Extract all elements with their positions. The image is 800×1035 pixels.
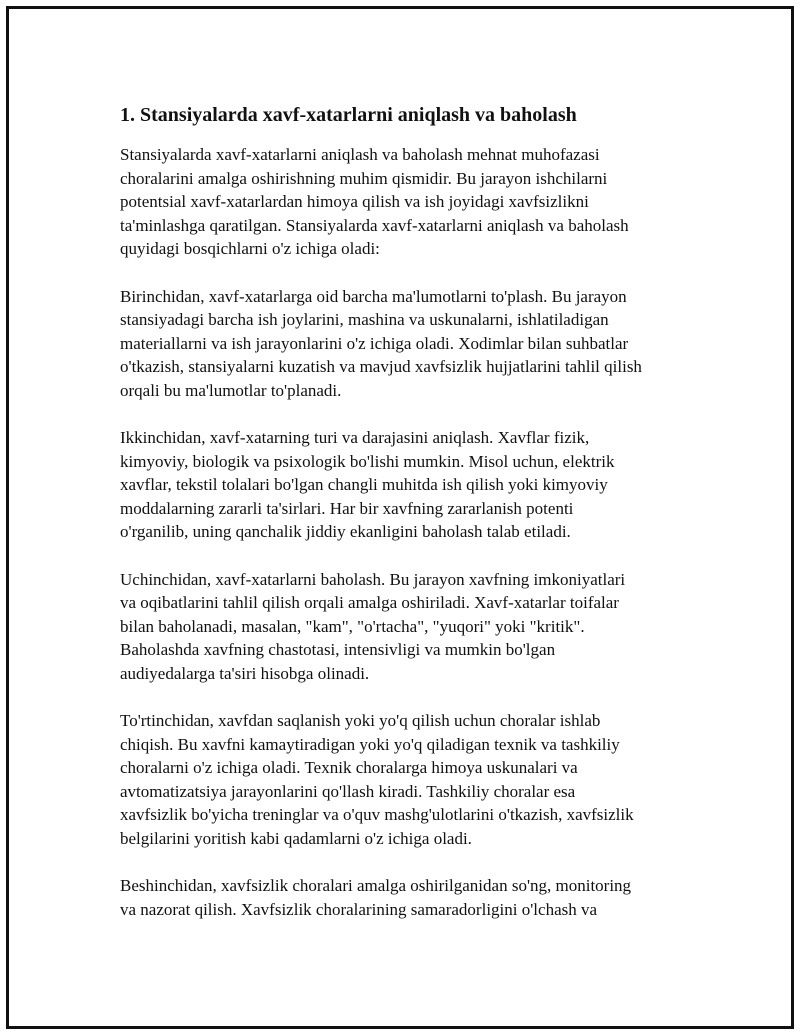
text-line: o'rganilib, uning qanchalik jiddiy ekanligini baholash talab etiladi. (120, 522, 571, 541)
text-line: Ikkinchidan, xavf-xatarning turi va darajasini aniqlash. Xavflar fizik, (120, 428, 590, 447)
document-body (120, 101, 700, 945)
text-line: orqali bu ma'lumotlar to'planadi. (120, 380, 342, 400)
text-line: xavfsizlik bo'yicha treninglar va o'quv mashg'ulotlarini o'tkazish, xavfsizlik (120, 805, 634, 824)
text-line: Beshinchidan, xavfsizlik choralari amalga oshirilganidan so'ng, monitoring (120, 876, 632, 895)
text-line: Stansiyalarda xavf-xatarlarni aniqlash va baholash mehnat muhofazasi (120, 145, 600, 164)
paragraph-first-step (120, 285, 700, 403)
paragraph-second-step (120, 426, 700, 544)
text-line: o'tkazish, stansiyalarni kuzatish va mavjud xavfsizlik hujjatlarini tahlil qilish (120, 357, 642, 376)
text-line: To'rtinchidan, xavfdan saqlanish yoki yo'q qilish uchun choralar ishlab (120, 711, 601, 730)
text-line: va oqibatlarini tahlil qilish orqali amalga oshiriladi. Xavf-xatarlar toifalar (120, 593, 619, 612)
text-line: belgilarini yoritish kabi qadamlarni o'z ichiga oladi. (120, 828, 472, 848)
text-line: chiqish. Bu xavfni kamaytiradigan yoki yo'q qiladigan texnik va tashkiliy (120, 734, 620, 754)
paragraph-fifth-step (120, 874, 700, 921)
text-line: Birinchidan, xavf-xatarlarga oid barcha ma'lumotlarni to'plash. Bu jarayon (120, 286, 627, 306)
text-line: xavflar, tekstil tolalari bo'lgan changli muhitda ish qilish yoki kimyoviy (120, 475, 608, 494)
text-line: quyidagi bosqichlarni o'z ichiga oladi: (120, 239, 380, 258)
text-line: choralarni o'z ichiga oladi. Texnik choralarga himoya uskunalari va (120, 758, 578, 777)
text-line: Baholashda xavfning chastotasi, intensivligi va mumkin bo'lgan (120, 640, 556, 659)
text-line: moddalarning zararli ta'sirlari. Har bir xavfning zararlanish potenti (120, 498, 574, 518)
paragraph-fourth-step (120, 709, 700, 850)
text-line: ta'minlashga qaratilgan. Stansiyalarda xavf-xatarlarni aniqlash va baholash (120, 215, 629, 235)
text-line: kimyoviy, biologik va psixologik bo'lishi mumkin. Misol uchun, elektrik (120, 451, 615, 471)
paragraph-intro (120, 143, 700, 261)
text-line: potentsial xavf-xatarlardan himoya qilish va ish joyidagi xavfsizlikni (120, 192, 589, 211)
text-line: choralarini amalga oshirishning muhim qismidir. Bu jarayon ishchilarni (120, 168, 608, 188)
text-line: audiyedalarga ta'siri hisobga olinadi. (120, 663, 370, 683)
text-line: avtomatizatsiya jarayonlarini qo'llash kiradi. Tashkiliy choralar esa (120, 781, 576, 801)
text-line: stansiyadagi barcha ish joylarini, mashina va uskunalarni, ishlatiladigan (120, 310, 609, 329)
paragraph-third-step (120, 568, 700, 686)
text-line: Uchinchidan, xavf-xatarlarni baholash. Bu jarayon xavfning imkoniyatlari (120, 569, 626, 589)
text-line: materiallarni va ish jarayonlarini o'z ichiga oladi. Xodimlar bilan suhbatlar (120, 333, 629, 353)
text-line: va nazorat qilish. Xavfsizlik choralarining samaradorligini o'lchash va (120, 899, 598, 919)
section-heading: 1. Stansiyalarda xavf-xatarlarni aniqlash va baholash (120, 104, 577, 126)
page-frame (6, 6, 794, 1029)
text-line: bilan baholanadi, masalan, "kam", "o'rtacha", "yuqori" yoki "kritik". (120, 616, 585, 636)
